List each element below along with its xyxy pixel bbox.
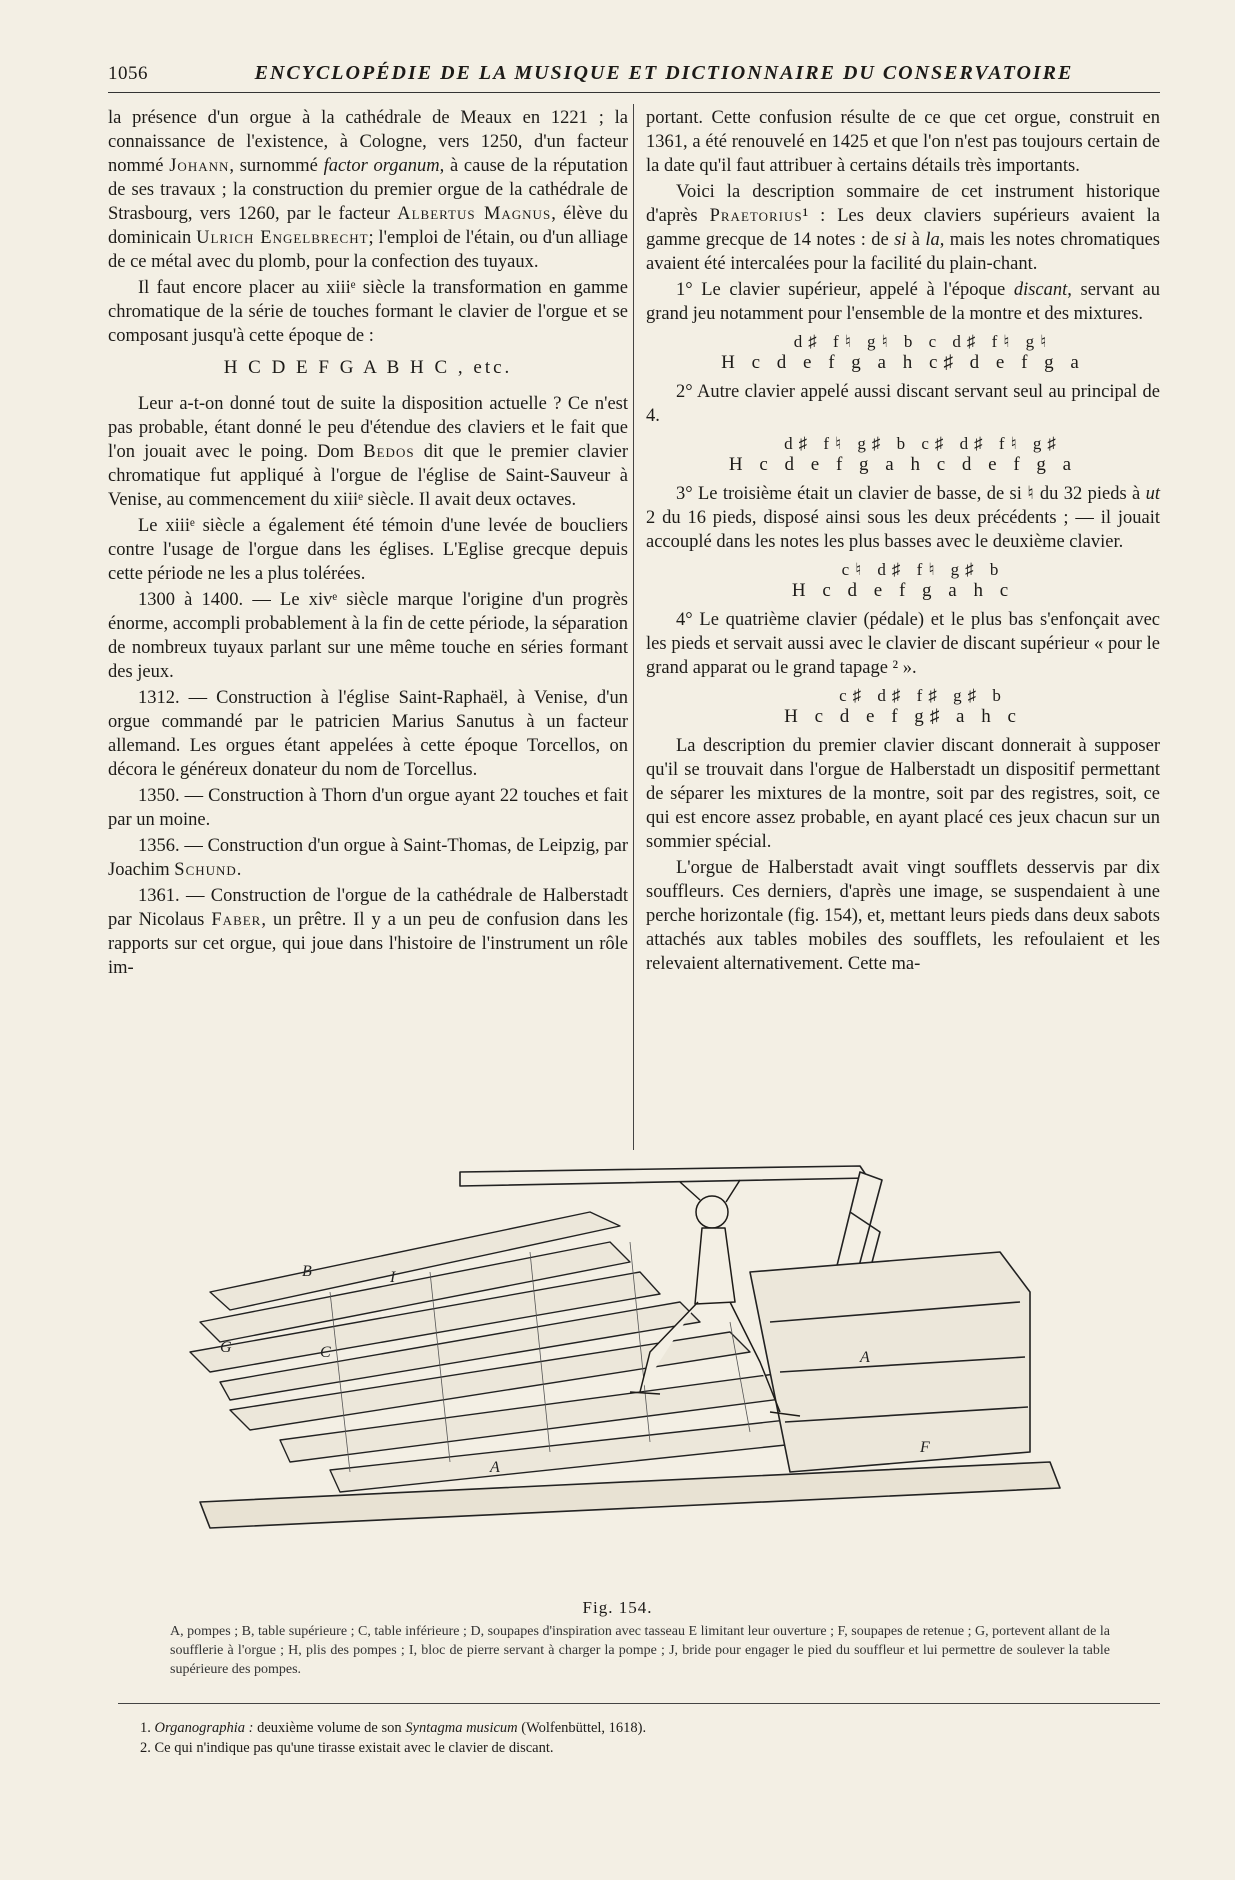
person-name: Praetorius [709,206,803,226]
sharps-line: c♮ d♯ f♮ g♯ b [841,560,1005,579]
person-name: Bedos [363,442,415,462]
sharps-line: d♯ f♮ g♮ b c d♯ f♮ g♮ [793,332,1053,351]
paragraph: portant. Cette confusion résulte de ce que cet orgue, construit en 1361, a été renouvelé en 1425 et que l'on n'est pas toujours certain de la date qu'il faut attribuer à certains détails très importants. [646,108,1160,176]
person-name: Faber [211,910,262,930]
keyboard-notes [646,434,1160,476]
page-header [108,62,1160,85]
page-number: 1056 [108,63,148,84]
right-column [646,106,1160,978]
paragraph: 3° Le troisième était un clavier de basse, de si ♮ du 32 pieds à ut 2 du 16 pieds, disposé ainsi sous les deux précédents ; — il jouait accouplé dans les notes les plus basses avec le deuxième clavier. [646,484,1161,552]
gamut-line: H C D E F G A B H C , etc. [223,357,513,378]
scale-line: H c d e f g♯ a h c [784,706,1022,727]
figure-label: A [490,1459,500,1476]
running-title: ENCYCLOPÉDIE DE LA MUSIQUE ET DICTIONNAIRE DU CONSERVATOIRE [254,62,1074,84]
figure-caption: A, pompes ; B, table supérieure ; C, table inférieure ; D, soupapes d'inspiration avec tasseau E limitant leur ouverture ; F, soupapes de retenue ; G, portevent allant de la soufflerie à l'orgue ; H, plis des pompes ; I, bloc de pierre servant à charger la pompe ; J, bride pour engager le pied du souffleur et lui permettre de soulever la table supérieure des pompes. [170,1624,1110,1677]
footnote-rule [118,1703,1160,1704]
figure-label: F [920,1439,930,1456]
figure-label: I [390,1269,396,1286]
paragraph: L'orgue de Halberstadt avait vingt soufflets desservis par dix souffleurs. Ces derniers, d'après une image, se suspendaient à une perche horizontale (fig. 154), et, mettant leurs pieds dans deux sabots attachés aux tables mobiles des soufflets, les refoulaient et les relevaient alternativement. Cette ma- [646,858,1160,974]
footnotes [140,1718,1140,1758]
keyboard-notes [646,560,1160,602]
paragraph: Le xiiiᵉ siècle a également été témoin d'une levée de boucliers contre l'usage de l'orgue dans les églises. L'Eglise grecque depuis cette période ne les a plus tolérées. [108,516,628,584]
figure-label: B [302,1263,312,1280]
header-rule [108,92,1160,93]
footnote: 2. Ce qui n'indique pas qu'une tirasse existait avec le clavier de discant. [140,1740,554,1756]
paragraph: 1356. — Construction d'un orgue à Saint-Thomas, de Leipzig, par Joachim Schund. [108,836,628,880]
person-name: Schund [174,860,237,880]
paragraph: 4° Le quatrième clavier (pédale) et le plus bas s'enfonçait avec les pieds et servait aussi avec le clavier de discant supérieur « pour le grand apparat ou le grand tapage ² ». [646,610,1160,678]
paragraph: la présence d'un orgue à la cathédrale de Meaux en 1221 ; la connaissance de l'existence, à Cologne, vers 1250, d'un facteur nommé Johann, surnommé factor organum, à cause de la réputation de ses travaux ; la construction du premier orgue de la cathédrale de Strasbourg, vers 1260, par le facteur Albertus Magnus, élève du dominicain Ulrich Engelbrecht; l'emploi de l'étain, ou d'un alliage de ce métal avec du plomb, pour la confection des tuyaux. [108,108,629,272]
paragraph: 1312. — Construction à l'église Saint-Raphaël, à Venise, d'un orgue commandé par le patricien Marius Sanutus à un facteur allemand. Les orgues étant appelées à cette époque Torcellos, on décora le généreux donateur du nom de Torcellus. [108,688,628,780]
left-column [108,106,628,982]
paragraph: 2° Autre clavier appelé aussi discant servant seul au principal de 4. [646,382,1160,426]
bellows-illustration [220,1172,1060,1592]
scale-line: H c d e f g a h c d e f g a [728,454,1078,475]
scale-line: H c d e f g a h c [791,580,1015,601]
figure-label: G [220,1339,232,1356]
paragraph: Il faut encore placer au xiiiᵉ siècle la transformation en gamme chromatique de la série de touches formant le clavier de l'orgue et se composant jusqu'à cette époque de : [108,278,628,346]
keyboard-notes [646,332,1160,374]
paragraph: 1° Le clavier supérieur, appelé à l'époque discant, servant au grand jeu notamment pour l'ensemble de la montre et des mixtures. [646,280,1160,324]
person-name: Ulrich Engelbrecht [196,228,369,248]
person-name: Johann [169,156,230,176]
person-name: Albertus Magnus [397,204,552,224]
sharps-line: d♯ f♮ g♯ b c♯ d♯ f♮ g♯ [784,434,1062,453]
figure-label: A [860,1349,870,1366]
column-divider [633,104,634,1150]
figure-label: C [320,1344,331,1361]
footnote: 1. Organographia : deuxième volume de son Syntagma musicum (Wolfenbüttel, 1618). [140,1720,647,1736]
paragraph: 1350. — Construction à Thorn d'un orgue ayant 22 touches et fait par un moine. [108,786,628,830]
figure-title: Fig. 154. [582,1598,653,1617]
paragraph: 1300 à 1400. — Le xivᵉ siècle marque l'origine d'un progrès énorme, accompli probablement à la fin de cette période, la séparation de nombreux tuyaux parlant sur une même touche en séries formant des jeux. [108,590,628,682]
paragraph: Leur a-t-on donné tout de suite la disposition actuelle ? Ce n'est pas probable, étant donné le peu d'étendue des claviers et le fait que l'on jouait avec le poing. Dom Bedos dit que le premier clavier chromatique fut appliqué à l'orgue de l'église de Saint-Sauveur à Venise, au commencement du xiiiᵉ siècle. Il avait deux octaves. [108,394,628,510]
sharps-line: c♯ d♯ f♯ g♯ b [839,686,1007,705]
scale-line: H c d e f g a h c♯ d e f g a [721,352,1085,373]
paragraph: La description du premier clavier discant donnerait à supposer qu'il se trouvait dans l'orgue de Halberstadt un dispositif permettant de séparer les mixtures de la montre, soit par des registres, soit, ce qui est encore assez probable, en ayant placé ces jeux chacun sur un sommier spécial. [646,736,1160,852]
keyboard-notes [646,686,1160,728]
paragraph: 1361. — Construction de l'orgue de la cathédrale de Halberstadt par Nicolaus Faber, un prêtre. Il y a un peu de confusion dans les rapports sur cet orgue, qui joue dans l'histoire de l'instrument un rôle im- [108,886,629,978]
paragraph: Voici la description sommaire de cet instrument historique d'après Praetorius¹ : Les deux claviers supérieurs avaient la gamme grecque de 14 notes : de si à la, mais les notes chromatiques avaient été intercalées pour la facilité du plain-chant. [646,182,1161,274]
